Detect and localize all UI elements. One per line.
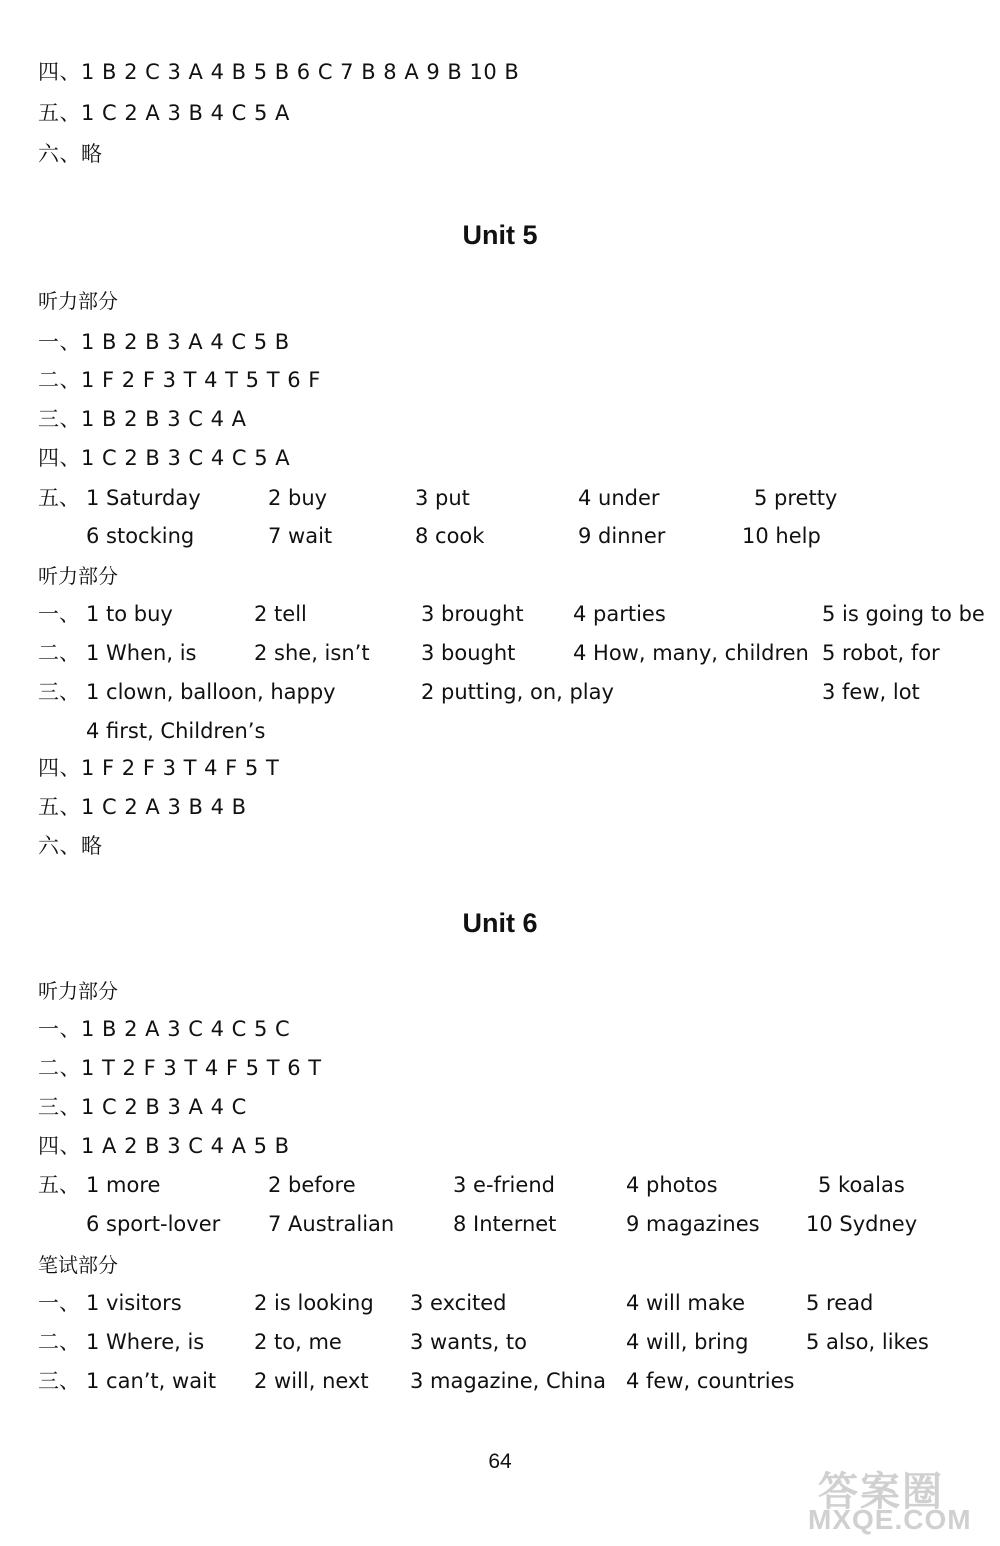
unit5-section-listening: 听力部分 [38, 289, 118, 313]
answer-item: 5 pretty [754, 486, 838, 510]
answer-item: 4 parties [573, 602, 666, 626]
answer-item: 1 clown, balloon, happy [86, 680, 336, 704]
answer-item: 5 also, likes [806, 1330, 929, 1354]
unit5-written-yi [38, 598, 993, 630]
answer-item: 4 How, many, children [573, 641, 809, 665]
unit5-listen-4: 四、1 C 2 B 3 C 4 C 5 A [38, 446, 291, 470]
answer-item: 5 koalas [818, 1173, 905, 1197]
answer-item: 2 to, me [254, 1330, 342, 1354]
answer-item: 2 buy [268, 486, 328, 510]
answer-item: 2 will, next [254, 1369, 369, 1393]
written-label: 三、 [38, 1369, 80, 1393]
unit5-wu-label: 五、 [38, 486, 80, 510]
prev-line-5: 五、1 C 2 A 3 B 4 C 5 A [38, 101, 290, 125]
unit5-listen-1: 一、1 B 2 B 3 A 4 C 5 B [38, 330, 290, 354]
unit5-written-san [38, 676, 993, 708]
unit6-listen-2: 二、1 T 2 F 3 T 4 F 5 T 6 T [38, 1056, 322, 1080]
answer-item: 1 Where, is [86, 1330, 205, 1354]
answer-item: 1 to buy [86, 602, 173, 626]
answer-item: 10 Sydney [806, 1212, 918, 1236]
answer-item: 9 dinner [578, 524, 666, 548]
answer-item: 9 magazines [626, 1212, 760, 1236]
answer-item: 1 more [86, 1173, 161, 1197]
unit6-title: Unit 6 [462, 908, 538, 938]
watermark-logo [808, 1460, 988, 1540]
written-label: 一、 [38, 1291, 80, 1315]
written-label: 一、 [38, 602, 80, 626]
answer-item: 4 will make [626, 1291, 746, 1315]
answer-item: 3 e-friend [453, 1173, 555, 1197]
page-number: 64 [488, 1450, 512, 1473]
answer-item: 1 can’t, wait [86, 1369, 217, 1393]
answer-item: 3 wants, to [410, 1330, 527, 1354]
answer-item: 2 is looking [254, 1291, 374, 1315]
unit6-wu-row2 [38, 1208, 978, 1240]
answer-item: 5 robot, for [822, 641, 940, 665]
written-label: 三、 [38, 680, 80, 704]
unit6-section-listening: 听力部分 [38, 979, 118, 1003]
unit6-listen-4: 四、1 A 2 B 3 C 4 A 5 B [38, 1134, 290, 1158]
unit5-section-written: 听力部分 [38, 564, 118, 588]
unit5-title: Unit 5 [462, 220, 538, 250]
unit6-wu-label: 五、 [38, 1173, 80, 1197]
answer-item: 2 tell [254, 602, 307, 626]
unit5-written-er [38, 637, 993, 669]
unit6-written-yi [38, 1287, 978, 1319]
answer-item: 3 few, lot [822, 680, 920, 704]
answer-item: 1 visitors [86, 1291, 182, 1315]
unit5-written-san-cont [38, 715, 993, 747]
unit6-section-written: 笔试部分 [38, 1253, 118, 1277]
unit6-listen-3: 三、1 C 2 B 3 A 4 C [38, 1095, 247, 1119]
answer-item: 4 few, countries [626, 1369, 795, 1393]
answer-item: 6 stocking [86, 524, 195, 548]
answer-item: 3 brought [421, 602, 524, 626]
answer-item: 7 wait [268, 524, 333, 548]
prev-line-4: 四、1 B 2 C 3 A 4 B 5 B 6 C 7 B 8 A 9 B 10 B [38, 60, 520, 84]
unit5-listen-2: 二、1 F 2 F 3 T 4 T 5 T 6 F [38, 368, 321, 392]
unit5-tail-4: 四、1 F 2 F 3 T 4 F 5 T [38, 756, 280, 780]
answer-item: 8 Internet [453, 1212, 557, 1236]
unit5-listen-3: 三、1 B 2 B 3 C 4 A [38, 407, 247, 431]
answer-item: 2 she, isn’t [254, 641, 370, 665]
unit5-wu-row2 [38, 520, 978, 552]
unit6-written-san [38, 1365, 978, 1397]
unit5-tail-6: 六、略 [38, 834, 103, 858]
answer-item: 6 sport-lover [86, 1212, 221, 1236]
answer-item: 1 Saturday [86, 486, 201, 510]
answer-item: 4 under [578, 486, 660, 510]
answer-item: 3 excited [410, 1291, 507, 1315]
prev-line-6: 六、略 [38, 142, 103, 166]
watermark-text: 答案圈 [818, 1470, 944, 1514]
answer-item: 3 magazine, China [410, 1369, 606, 1393]
unit5-wu-row1 [38, 482, 978, 514]
answer-item: 5 read [806, 1291, 874, 1315]
answer-item: 4 first, Children’s [86, 719, 266, 743]
answer-item: 4 will, bring [626, 1330, 749, 1354]
answer-item: 7 Australian [268, 1212, 395, 1236]
answer-item: 4 photos [626, 1173, 718, 1197]
watermark-url: MXQE.COM [808, 1504, 972, 1535]
unit6-written-er [38, 1326, 978, 1358]
written-label: 二、 [38, 1330, 80, 1354]
answer-item: 1 When, is [86, 641, 197, 665]
written-label: 二、 [38, 641, 80, 665]
answer-item: 2 before [268, 1173, 356, 1197]
answer-item: 10 help [742, 524, 821, 548]
answer-item: 3 put [415, 486, 470, 510]
unit5-tail-5: 五、1 C 2 A 3 B 4 B [38, 795, 247, 819]
answer-item: 2 putting, on, play [421, 680, 614, 704]
answer-item: 8 cook [415, 524, 485, 548]
unit6-wu-row1 [38, 1169, 978, 1201]
answer-item: 3 bought [421, 641, 516, 665]
unit6-listen-1: 一、1 B 2 A 3 C 4 C 5 C [38, 1017, 291, 1041]
answer-item: 5 is going to be [822, 602, 985, 626]
